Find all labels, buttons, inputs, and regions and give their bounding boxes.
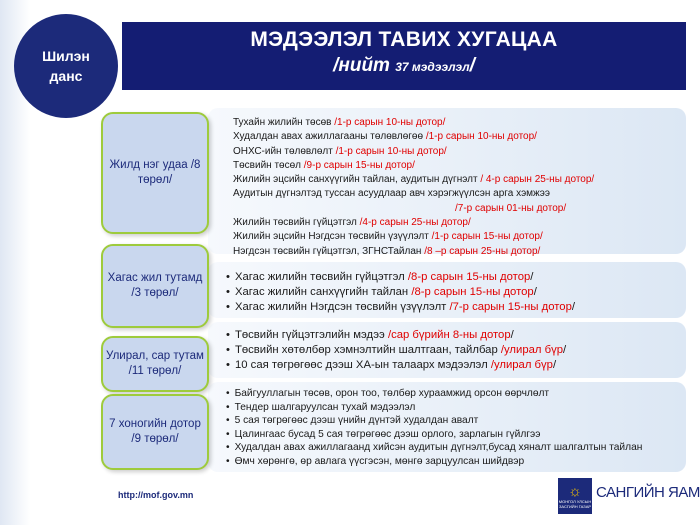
list-item: • Өмч хөрөнгө, өр авлага үүсгэсэн, мөнгө зарцуулсан шийдвэр bbox=[226, 455, 642, 469]
category-label: 7 хоногийн дотор /9 төрөл/ bbox=[109, 418, 201, 445]
category-weekly bbox=[101, 394, 209, 470]
halfyear-list bbox=[226, 270, 575, 315]
subtitle-count: 37 мэдээлэл bbox=[395, 60, 470, 74]
list-item: • Төсвийн хөтөлбөр хэмнэлтийн шалтгаан, тайлбар /улирал бүр/ bbox=[226, 343, 566, 358]
page-title: МЭДЭЭЛЭЛ ТАВИХ ХУГАЦАА bbox=[250, 28, 558, 51]
subtitle-prefix: /нийт bbox=[333, 55, 396, 76]
weekly-list bbox=[226, 387, 642, 468]
list-item: ОНХС-ийн төлөвлөлт /1-р сарын 10-ны дотор/ bbox=[233, 145, 447, 157]
soyombo-icon: ☼ bbox=[568, 482, 582, 500]
quarterly-list bbox=[226, 328, 566, 373]
list-item: • Байгууллагын төсөв, орон тоо, төлбөр хураамжид орсон өөрчлөлт bbox=[226, 387, 642, 401]
list-item: • 10 сая төгрөгөөс дээш ХА-ын талаарх мэдээлэл /улирал бүр/ bbox=[226, 358, 566, 373]
list-item: • Хагас жилийн төсвийн гүйцэтгэл /8-р сарын 15-ны дотор/ bbox=[226, 270, 575, 285]
title-banner bbox=[122, 22, 686, 90]
website-link[interactable]: http://mof.gov.mn bbox=[118, 490, 194, 500]
list-item: • 5 сая төгрөгөөс дээш үнийн дүнтэй худалдан авалт bbox=[226, 414, 642, 428]
list-item: Төсвийн төсөл /9-р сарын 15-ны дотор/ bbox=[233, 159, 415, 171]
page-subtitle bbox=[122, 52, 686, 77]
list-item: Жилийн төсвийн гүйцэтгэл /4-р сарын 25-ны дотор/ bbox=[233, 217, 471, 229]
badge-line-2: данс bbox=[49, 68, 83, 84]
list-item: • Төсвийн гүйцэтгэлийн мэдээ /сар бүрийн 8-ны дотор/ bbox=[226, 328, 566, 343]
list-item-continued-deadline: /7-р сарын 01-ны дотор/ bbox=[455, 202, 567, 214]
list-item: • Хагас жилийн санхүүгийн тайлан /8-р сарын 15-ны дотор/ bbox=[226, 285, 575, 300]
category-quarterly bbox=[101, 336, 209, 392]
category-halfyear bbox=[101, 244, 209, 328]
category-label: Хагас жил тутамд /3 төрөл/ bbox=[107, 272, 203, 299]
list-item: Жилийн эцсийн санхүүгийн тайлан, аудитын дүгнэлт / 4-р сарын 25-ны дотор/ bbox=[233, 174, 595, 186]
list-item: • Худалдан авах ажиллагаанд хийсэн аудитын дүгнэлт,бусад хяналт шалгалтын тайлан bbox=[226, 441, 642, 455]
list-item: • Хагас жилийн Нэгдсэн төсвийн үзүүлэлт /7-р сарын 15-ны дотор/ bbox=[226, 300, 575, 315]
category-label: Улирал, сар тутам /11 төрөл/ bbox=[106, 350, 204, 377]
annual-list bbox=[233, 116, 594, 259]
list-item: Худалдан авах ажиллагааны төлөвлөгөө /1-р сарын 10-ны дотор/ bbox=[233, 131, 537, 143]
list-item: Аудитын дүгнэлтэд туссан асуудлаар авч хэрэгжүүлсэн арга хэмжээ bbox=[233, 188, 550, 200]
list-item: • Цалингаас бусад 5 сая төгрөгөөс дээш орлого, зарлагын гүйлгээ bbox=[226, 428, 642, 442]
subtitle-suffix: / bbox=[469, 55, 475, 76]
list-item: Нэгдсэн төсвийн гүйцэтгэл, ЗГНСТайлан /8 –р сарын 25-ны дотор/ bbox=[233, 245, 541, 257]
badge-line-1: Шилэн bbox=[42, 48, 90, 64]
category-annual bbox=[101, 112, 209, 234]
list-item: • Тендер шалгаруулсан тухай мэдээлэл bbox=[226, 401, 642, 415]
list-item: Жилийн эцсийн Нэгдсэн төсвийн үзүүлэлт /1-р сарын 15-ны дотор/ bbox=[233, 231, 543, 243]
shilen-dans-badge bbox=[14, 14, 118, 118]
list-item: Тухайн жилийн төсөв /1-р сарын 10-ны дотор/ bbox=[233, 117, 446, 128]
government-emblem-logo bbox=[558, 478, 592, 514]
emblem-caption: МОНГОЛ УЛСЫН ЗАСГИЙН ГАЗАР bbox=[558, 498, 592, 509]
category-label: Жилд нэг удаа /8 төрөл/ bbox=[109, 159, 201, 186]
ministry-name: САНГИЙН ЯАМ bbox=[596, 484, 700, 501]
